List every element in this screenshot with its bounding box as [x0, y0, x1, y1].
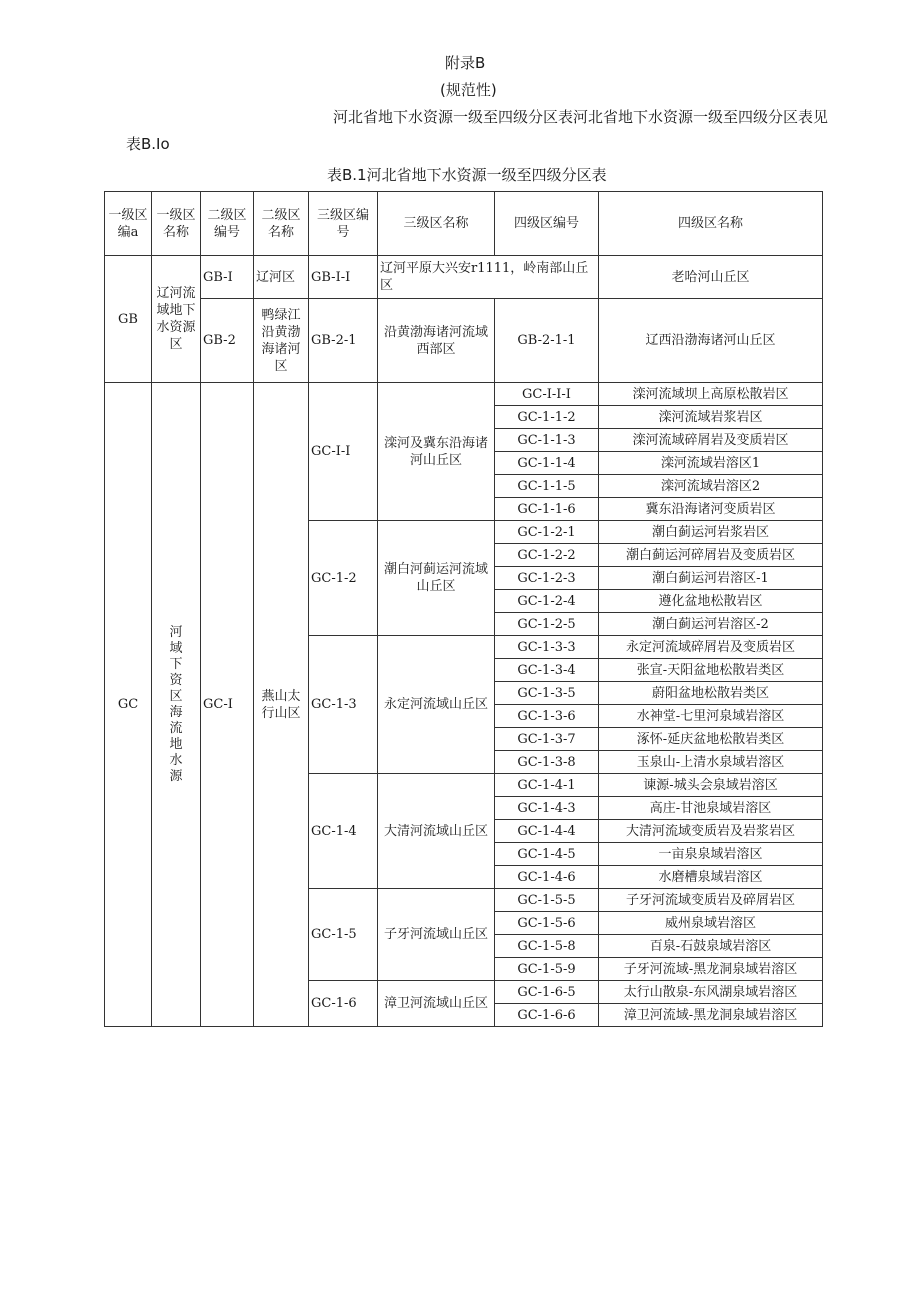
gc-l4-name: 滦河流域岩浆岩区 — [599, 406, 823, 429]
gc-l4-name: 潮白蓟运河岩浆岩区 — [599, 521, 823, 544]
gb-r2-l3-name: 沿黄渤海诸河流域西部区 — [378, 299, 495, 383]
gc-l4-name: 永定河流域碎屑岩及变质岩区 — [599, 636, 823, 659]
gc-l3-name: 大清河流域山丘区 — [378, 774, 495, 889]
gc-l4-name: 谏源-城头会泉域岩溶区 — [599, 774, 823, 797]
gc-l4-code: GC-I-I-I — [495, 383, 599, 406]
gc-l4-code: GC-1-2-4 — [495, 590, 599, 613]
header-l1-name: 一级区名称 — [152, 192, 201, 256]
gc-l4-name: 水神堂-七里河泉域岩溶区 — [599, 705, 823, 728]
gc-l1-name-cell — [152, 383, 201, 1027]
gc-l3-name: 子牙河流域山丘区 — [378, 889, 495, 981]
header-l1-code: 一级区编a — [105, 192, 152, 256]
gb-r1-l2-code: GB-I — [201, 256, 254, 299]
gc-l4-name: 威州泉域岩溶区 — [599, 912, 823, 935]
gc-l4-code: GC-1-3-4 — [495, 659, 599, 682]
gc-l4-name: 涿怀-延庆盆地松散岩类区 — [599, 728, 823, 751]
gc-l4-code: GC-1-2-3 — [495, 567, 599, 590]
gc-l4-name: 玉泉山-上清水泉域岩溶区 — [599, 751, 823, 774]
appendix-title: 附录B — [445, 54, 486, 72]
gc-l4-code: GC-1-3-8 — [495, 751, 599, 774]
table-row — [105, 383, 823, 406]
gc-l4-code: GC-1-1-6 — [495, 498, 599, 521]
gc-l1-code: GC — [105, 383, 152, 1027]
intro-line-1: 河北省地下水资源一级至四级分区表河北省地下水资源一级至四级分区表见 — [333, 108, 829, 126]
gc-l3-code: GC-1-5 — [309, 889, 378, 981]
gb-r2-l4-name: 辽西沿渤海诸河山丘区 — [599, 299, 823, 383]
gb-r1-l3-code: GB-I-I — [309, 256, 378, 299]
intro-line-2: 表B.Io — [126, 135, 170, 153]
gc-l4-name: 一亩泉泉域岩溶区 — [599, 843, 823, 866]
gb-r2-l2-name: 鸭绿江沿黄渤海诸河区 — [254, 299, 309, 383]
gc-l4-code: GC-1-1-4 — [495, 452, 599, 475]
gc-l4-name: 滦河流域碎屑岩及变质岩区 — [599, 429, 823, 452]
gc-l3-code: GC-1-4 — [309, 774, 378, 889]
gc-l2-name: 燕山太行山区 — [254, 383, 309, 1027]
gc-l4-code: GC-1-3-5 — [495, 682, 599, 705]
gc-l4-code: GC-1-3-7 — [495, 728, 599, 751]
gb-r1-l3-name: 辽河平原大兴安r1111，岭南部山丘区 — [378, 256, 599, 299]
gc-l4-code: GC-1-5-5 — [495, 889, 599, 912]
header-l4-code: 四级区编号 — [495, 192, 599, 256]
gc-l4-code: GC-1-2-2 — [495, 544, 599, 567]
gc-l4-code: GC-1-2-5 — [495, 613, 599, 636]
gc-l4-name: 潮白蓟运河碎屑岩及变质岩区 — [599, 544, 823, 567]
gc-l3-name: 漳卫河流域山丘区 — [378, 981, 495, 1027]
gc-l3-name: 潮白河蓟运河流域山丘区 — [378, 521, 495, 636]
gb-r2-l2-code: GB-2 — [201, 299, 254, 383]
table-header-row — [105, 192, 823, 256]
gb-l1-name: 辽河流域地下水资源区 — [152, 256, 201, 383]
gc-l4-name: 潮白蓟运河岩溶区-1 — [599, 567, 823, 590]
table-row — [105, 299, 823, 383]
gc-l4-code: GC-1-6-5 — [495, 981, 599, 1004]
gc-l3-code: GC-1-2 — [309, 521, 378, 636]
gc-l4-name: 水磨槽泉域岩溶区 — [599, 866, 823, 889]
header-l3-code: 三级区编号 — [309, 192, 378, 256]
gc-l4-code: GC-1-5-6 — [495, 912, 599, 935]
gc-l4-name: 张宣-天阳盆地松散岩类区 — [599, 659, 823, 682]
gc-l4-code: GC-1-1-3 — [495, 429, 599, 452]
gb-r1-l2-name: 辽河区 — [254, 256, 309, 299]
appendix-subtitle: (规范性) — [440, 81, 497, 99]
table-caption: 表B.1河北省地下水资源一级至四级分区表 — [327, 166, 607, 184]
gc-l4-code: GC-1-6-6 — [495, 1004, 599, 1027]
zoning-table — [104, 191, 823, 1027]
gc-l1-name: 河域下资区海流地水源 — [169, 624, 183, 784]
gc-l4-code: GC-1-4-3 — [495, 797, 599, 820]
header-l4-name: 四级区名称 — [599, 192, 823, 256]
gc-l4-name: 子牙河流域变质岩及碎屑岩区 — [599, 889, 823, 912]
header-l2-name: 二级区名称 — [254, 192, 309, 256]
gc-l4-code: GC-1-4-5 — [495, 843, 599, 866]
gc-l3-code: GC-I-I — [309, 383, 378, 521]
gc-l4-code: GC-1-1-5 — [495, 475, 599, 498]
gc-l4-name: 漳卫河流域-黑龙洞泉域岩溶区 — [599, 1004, 823, 1027]
gc-l4-name: 滦河流域坝上高原松散岩区 — [599, 383, 823, 406]
table-row — [105, 256, 823, 299]
gc-l3-name: 滦河及冀东沿海诸河山丘区 — [378, 383, 495, 521]
gc-l3-name: 永定河流域山丘区 — [378, 636, 495, 774]
gc-l3-code: GC-1-3 — [309, 636, 378, 774]
gc-l4-code: GC-1-2-1 — [495, 521, 599, 544]
gc-l4-code: GC-1-1-2 — [495, 406, 599, 429]
gc-l4-name: 高庄-甘池泉域岩溶区 — [599, 797, 823, 820]
gb-r2-l3-code: GB-2-1 — [309, 299, 378, 383]
gc-l4-code: GC-1-4-6 — [495, 866, 599, 889]
gc-l4-name: 冀东沿海诸河变质岩区 — [599, 498, 823, 521]
gc-l4-code: GC-1-5-8 — [495, 935, 599, 958]
gc-l4-name: 潮白蓟运河岩溶区-2 — [599, 613, 823, 636]
gb-l1-code: GB — [105, 256, 152, 383]
gc-l4-name: 遵化盆地松散岩区 — [599, 590, 823, 613]
gb-r1-l4-name: 老哈河山丘区 — [599, 256, 823, 299]
gc-l4-name: 子牙河流域-黑龙洞泉域岩溶区 — [599, 958, 823, 981]
gc-l4-code: GC-1-4-4 — [495, 820, 599, 843]
gc-l4-code: GC-1-3-6 — [495, 705, 599, 728]
gc-l2-code: GC-I — [201, 383, 254, 1027]
gc-l4-name: 太行山散泉-东风湖泉域岩溶区 — [599, 981, 823, 1004]
gc-l4-name: 百泉-石鼓泉域岩溶区 — [599, 935, 823, 958]
gc-l4-code: GC-1-4-1 — [495, 774, 599, 797]
gc-l4-code: GC-1-3-3 — [495, 636, 599, 659]
header-l2-code: 二级区编号 — [201, 192, 254, 256]
gc-l4-name: 蔚阳盆地松散岩类区 — [599, 682, 823, 705]
gc-l4-name: 大清河流域变质岩及岩浆岩区 — [599, 820, 823, 843]
gc-l3-code: GC-1-6 — [309, 981, 378, 1027]
gc-l4-name: 滦河流域岩溶区1 — [599, 452, 823, 475]
gb-r2-l4-code: GB-2-1-1 — [495, 299, 599, 383]
gc-l4-code: GC-1-5-9 — [495, 958, 599, 981]
gc-l4-name: 滦河流域岩溶区2 — [599, 475, 823, 498]
header-l3-name: 三级区名称 — [378, 192, 495, 256]
